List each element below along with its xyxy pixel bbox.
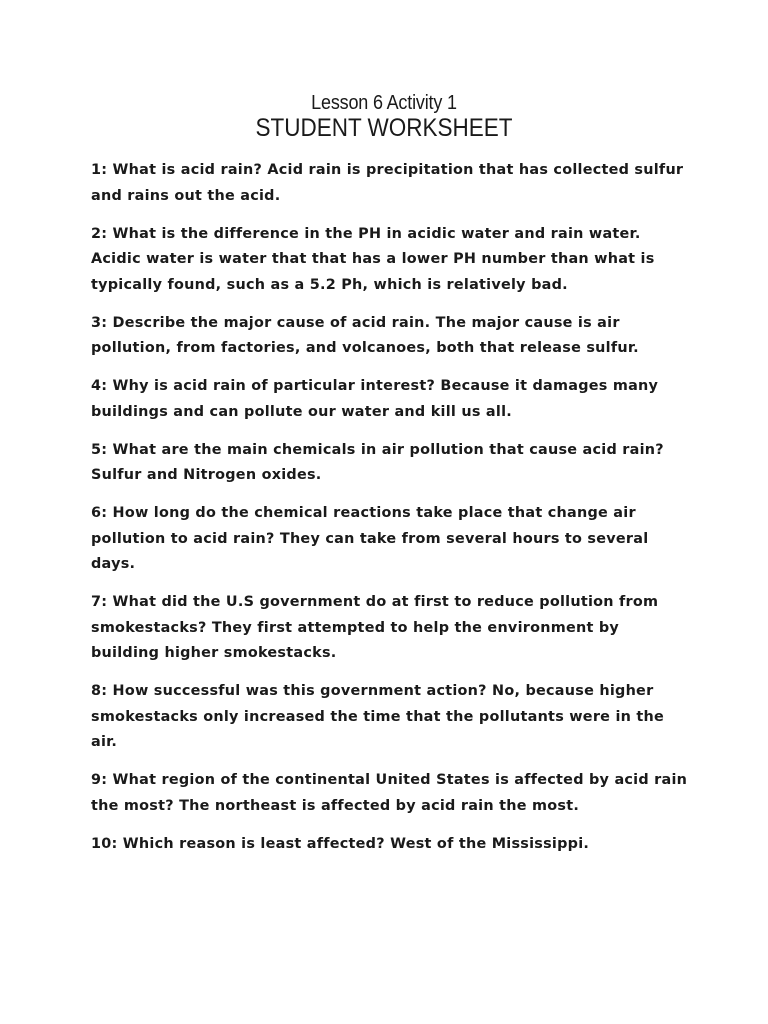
answer-text: They can take from several hours to several days. xyxy=(91,530,649,572)
question-item-7 xyxy=(91,590,691,667)
answer-text: The major cause is air pollution, from factories, and volcanoes, both that release sulfur. xyxy=(91,314,639,356)
question-text: 3: Describe the major cause of acid rain. xyxy=(91,314,431,331)
question-item-4 xyxy=(91,374,691,425)
question-list xyxy=(91,158,691,870)
question-item-6 xyxy=(91,501,691,578)
question-text: 9: What region of the continental United States is affected by acid rain the most? xyxy=(91,772,688,814)
question-item-2 xyxy=(91,222,691,299)
question-text: 8: How successful was this government action? xyxy=(91,683,487,699)
answer-text: They first attempted to help the environment by building higher smokestacks. xyxy=(91,619,620,661)
answer-text: Acidic water is water that that has a lower PH number than what is typically found, such as a 5.2 Ph, which is relatively bad. xyxy=(91,251,655,293)
question-item-9 xyxy=(91,768,691,819)
question-item-5 xyxy=(91,438,691,489)
lesson-heading: Lesson 6 Activity 1 xyxy=(311,92,457,114)
question-text: 10: Which reason is least affected? xyxy=(91,835,385,852)
question-text: 5: What are the main chemicals in air pollution that cause acid rain? xyxy=(91,441,664,458)
answer-text: No, because higher smokestacks only increased the time that the pollutants were in the air. xyxy=(91,683,665,750)
answer-text: Sulfur and Nitrogen oxides. xyxy=(91,467,322,483)
question-text: 4: Why is acid rain of particular interest? xyxy=(91,378,436,394)
answer-text: Because it damages many buildings and can pollute our water and kill us all. xyxy=(91,378,659,420)
answer-text: West of the Mississippi. xyxy=(390,835,590,852)
worksheet-title: STUDENT WORKSHEET xyxy=(255,114,513,142)
question-item-10 xyxy=(91,832,691,858)
answer-text: Acid rain is precipitation that has collected sulfur and rains out the acid. xyxy=(91,162,684,204)
question-text: 7: What did the U.S government do at first to reduce pollution from smokestacks? xyxy=(91,594,659,636)
answer-text: The northeast is affected by acid rain the most. xyxy=(179,797,580,814)
question-item-3 xyxy=(91,311,691,362)
question-text: 6: How long do the chemical reactions take place that change air pollution to acid rain? xyxy=(91,505,636,547)
question-item-8 xyxy=(91,679,691,756)
question-item-1 xyxy=(91,158,691,209)
question-text: 2: What is the difference in the PH in acidic water and rain water. xyxy=(91,225,641,242)
question-text: 1: What is acid rain? xyxy=(91,162,263,178)
